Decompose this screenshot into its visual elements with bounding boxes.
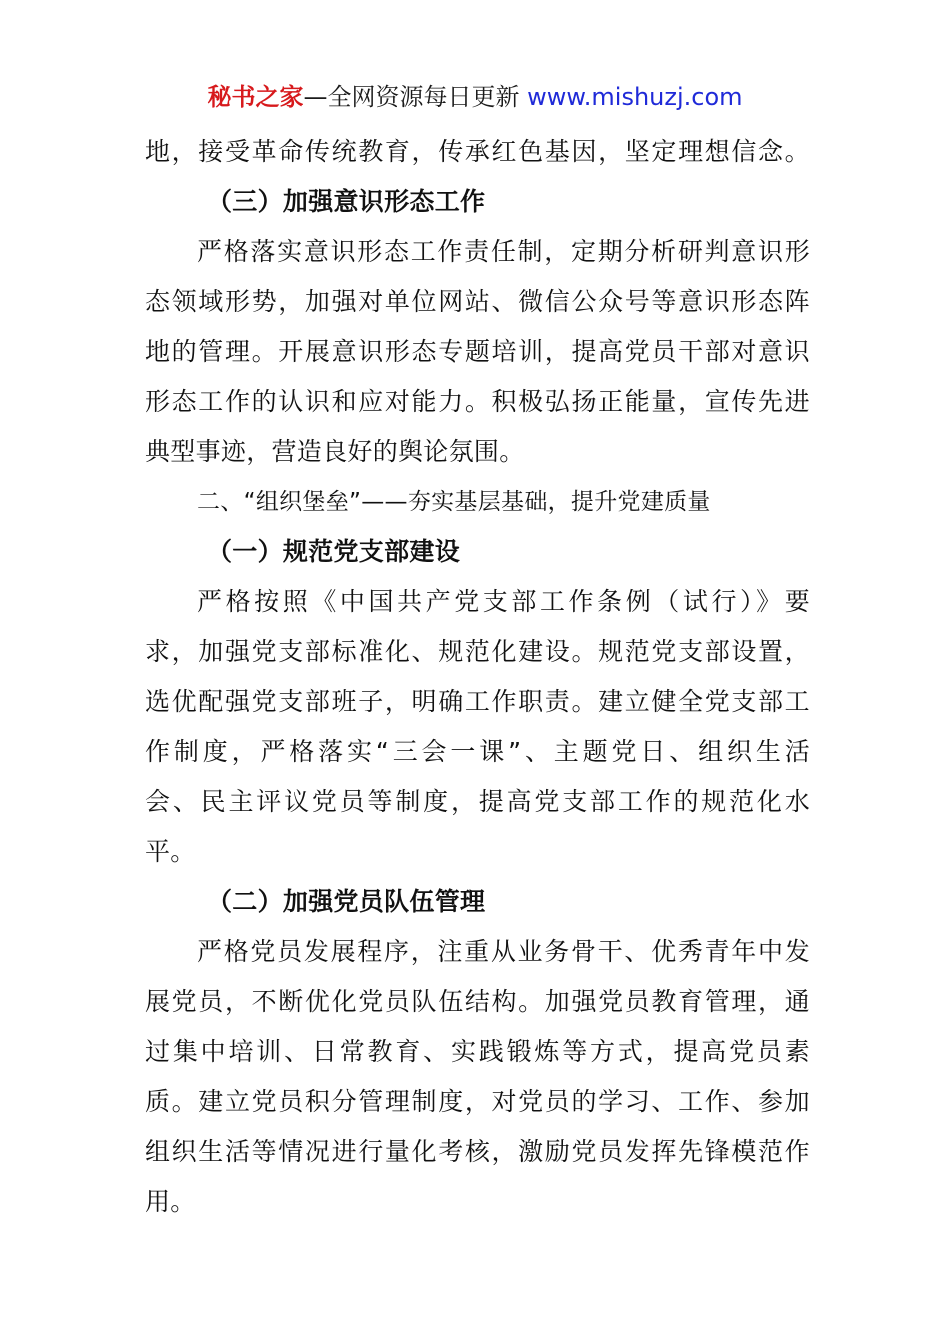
paragraph-line: 地，接受革命传统教育，传承红色基因，坚定理想信念。 <box>145 137 810 166</box>
paragraph-line: 地的管理。开展意识形态专题培训，提高党员干部对意识 <box>145 337 810 366</box>
paragraph-line: 过集中培训、日常教育、实践锻炼等方式，提高党员素 <box>145 1037 810 1066</box>
paragraph-line: 会、民主评议党员等制度，提高党支部工作的规范化水 <box>145 787 810 816</box>
paragraph-line: 作制度，严格落实“三会一课”、主题党日、组织生活 <box>145 737 810 766</box>
paragraph-line: 形态工作的认识和应对能力。积极弘扬正能量，宣传先进 <box>145 387 810 416</box>
paragraph-line: 组织生活等情况进行量化考核，激励党员发挥先锋模范作 <box>145 1137 810 1166</box>
paragraph-line: 平。 <box>145 837 196 866</box>
site-watermark-header <box>0 80 950 114</box>
paragraph-line: 选优配强党支部班子，明确工作职责。建立健全党支部工 <box>145 687 810 716</box>
subheading-two: （二）加强党员队伍管理 <box>207 887 486 916</box>
paragraph-line: 严格党员发展程序，注重从业务骨干、优秀青年中发 <box>197 937 810 966</box>
subheading-three: （三）加强意识形态工作 <box>207 187 486 216</box>
site-url: www.mishuzj.com <box>527 83 743 111</box>
subheading-one: （一）规范党支部建设 <box>207 537 461 566</box>
document-body <box>145 127 810 1227</box>
paragraph-line: 用。 <box>145 1187 196 1216</box>
paragraph-line: 典型事迹，营造良好的舆论氛围。 <box>145 437 525 466</box>
paragraph-line: 质。建立党员积分管理制度，对党员的学习、工作、参加 <box>145 1087 810 1116</box>
section-heading-two: 二、“组织堡垒”——夯实基层基础，提升党建质量 <box>197 489 711 515</box>
paragraph-line: 展党员，不断优化党员队伍结构。加强党员教育管理，通 <box>145 987 810 1016</box>
paragraph-line: 严格落实意识形态工作责任制，定期分析研判意识形 <box>197 237 810 266</box>
paragraph-line: 态领域形势，加强对单位网站、微信公众号等意识形态阵 <box>145 287 810 316</box>
paragraph-line: 严格按照《中国共产党支部工作条例（试行）》要 <box>197 587 810 616</box>
site-brand: 秘书之家 <box>207 83 304 111</box>
site-tagline: —全网资源每日更新 <box>303 83 528 111</box>
paragraph-line: 求，加强党支部标准化、规范化建设。规范党支部设置， <box>145 637 810 666</box>
